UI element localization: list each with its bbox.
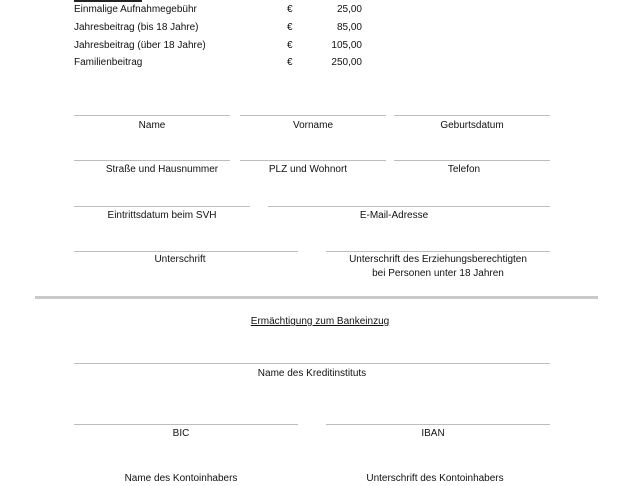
iban-label: IBAN (421, 428, 445, 439)
unterschrift-kontoinhaber-label: Unterschrift des Kontoinhabers (366, 473, 504, 484)
geburtsdatum-label: Geburtsdatum (440, 120, 504, 131)
telefon-field-line[interactable] (394, 160, 550, 161)
plz-ort-field-line[interactable] (240, 160, 386, 161)
kontoinhaber-label: Name des Kontoinhabers (124, 473, 238, 484)
fee-table-top-rule (74, 0, 142, 2)
kreditinstitut-label: Name des Kreditinstituts (257, 368, 367, 379)
fee-label: Jahresbeitrag (bis 18 Jahre) (74, 22, 199, 33)
strasse-field-line[interactable] (74, 160, 230, 161)
telefon-label: Telefon (447, 164, 481, 175)
unterschrift-label: Unterschrift (154, 254, 206, 265)
name-label: Name (138, 120, 166, 131)
fee-amount: 105,00 (331, 40, 362, 51)
fee-label: Familienbeitrag (74, 57, 143, 68)
fee-currency: € (287, 40, 293, 51)
unterschrift-erziehungsberechtigter-label-line2: bei Personen unter 18 Jahren (372, 268, 504, 279)
iban-field-line[interactable] (326, 424, 550, 425)
name-field-line[interactable] (74, 115, 230, 116)
fee-currency: € (287, 22, 293, 33)
vorname-label: Vorname (292, 120, 334, 131)
vorname-field-line[interactable] (240, 115, 386, 116)
bic-label: BIC (172, 428, 190, 439)
bic-field-line[interactable] (74, 424, 298, 425)
fee-amount: 250,00 (331, 57, 362, 68)
strasse-label: Straße und Hausnummer (105, 164, 219, 175)
fee-currency: € (287, 4, 293, 15)
fee-amount: 85,00 (336, 22, 362, 33)
email-label: E-Mail-Adresse (359, 210, 429, 221)
fee-label: Jahresbeitrag (über 18 Jahre) (74, 40, 206, 51)
bankeinzug-heading: Ermächtigung zum Bankeinzug (250, 316, 390, 327)
unterschrift-erziehungsberechtigter-label-line1: Unterschrift des Erziehungsberechtigten (349, 254, 527, 265)
fee-currency: € (287, 57, 293, 68)
eintrittsdatum-label: Eintrittsdatum beim SVH (107, 210, 217, 221)
fee-amount: 25,00 (336, 4, 362, 15)
email-field-line[interactable] (268, 206, 550, 207)
eintrittsdatum-field-line[interactable] (74, 206, 250, 207)
kreditinstitut-field-line[interactable] (74, 363, 550, 364)
section-divider (35, 296, 598, 299)
fee-label: Einmalige Aufnahmegebühr (74, 4, 197, 15)
plz-ort-label: PLZ und Wohnort (268, 164, 348, 175)
geburtsdatum-field-line[interactable] (394, 115, 550, 116)
